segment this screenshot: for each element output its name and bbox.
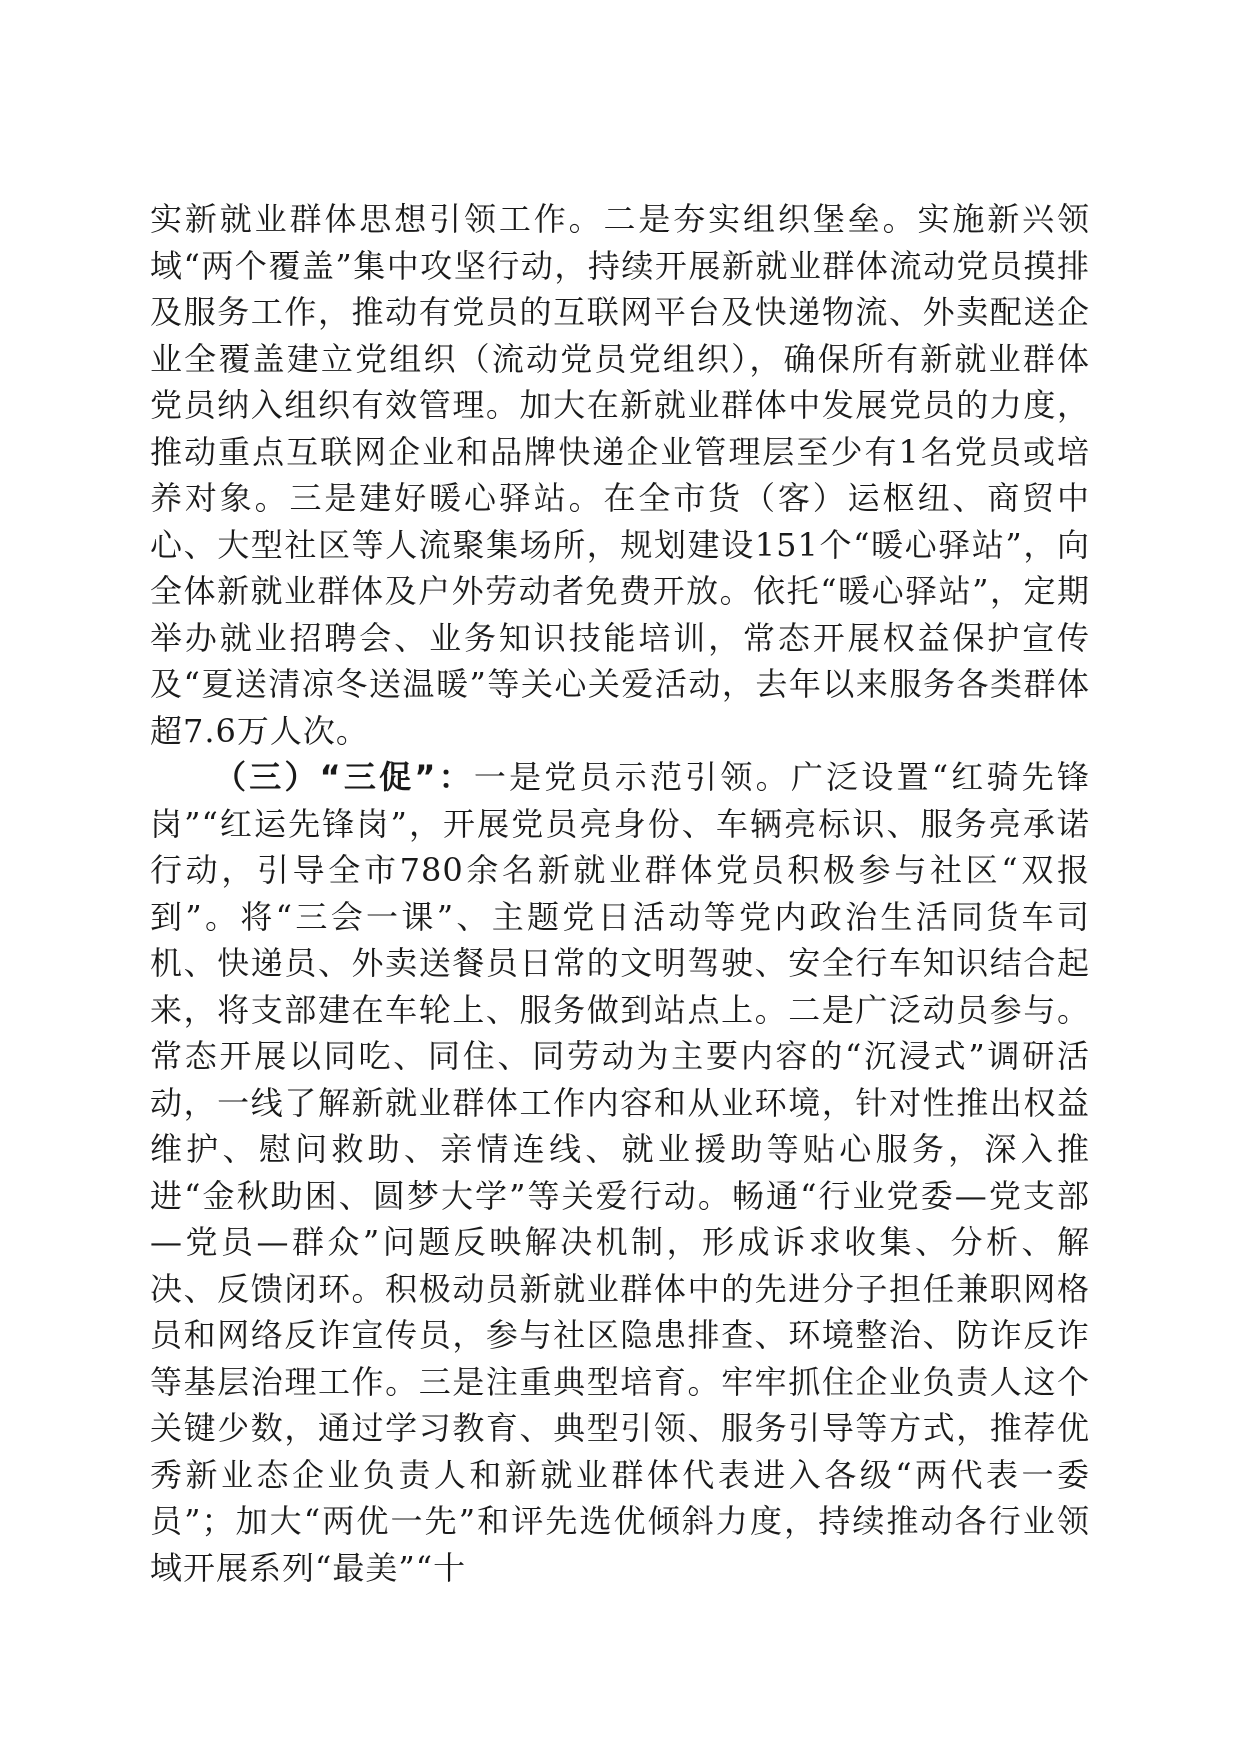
document-body (150, 196, 1090, 1591)
section-heading: （三）“三促”： (214, 758, 474, 796)
paragraph-three-promotions (150, 754, 1090, 1591)
paragraph-text: 一是党员示范引领。广泛设置“红骑先锋岗”“红运先锋岗”，开展党员亮身份、车辆亮标识、服务亮承诺行动，引导全市780余名新就业群体党员积极参与社区“双报到”。将“三会一课”、主题党日活动等党内政治生活同货车司机、快递员、外卖送餐员日常的文明驾驶、安全行车知识结合起来，将支部建在车轮上、服务做到站点上。二是广泛动员参与。常态开展以同吃、同住、同劳动为主要内容的“沉浸式”调研活动，一线了解新就业群体工作内容和从业环境，针对性推出权益维护、慰问救助、亲情连线、就业援助等贴心服务，深入推进“金秋助困、圆梦大学”等关爱行动。畅通“行业党委—党支部—党员—群众”问题反映解决机制，形成诉求收集、分析、解决、反馈闭环。积极动员新就业群体中的先进分子担任兼职网格员和网络反诈宣传员，参与社区隐患排查、环境整治、防诈反诈等基层治理工作。三是注重典型培育。牢牢抓住企业负责人这个关键少数，通过学习教育、典型引领、服务引导等方式，推荐优秀新业态企业负责人和新就业群体代表进入各级“两代表一委员”；加大“两优一先”和评先选优倾斜力度，持续推动各行业领域开展系列“最美”“十 (150, 758, 1090, 1587)
paragraph-text: 实新就业群体思想引领工作。二是夯实组织堡垒。实施新兴领域“两个覆盖”集中攻坚行动，持续开展新就业群体流动党员摸排及服务工作，推动有党员的互联网平台及快递物流、外卖配送企业全覆盖建立党组织（流动党员党组织），确保所有新就业群体党员纳入组织有效管理。加大在新就业群体中发展党员的力度，推动重点互联网企业和品牌快递企业管理层至少有1名党员或培养对象。三是建好暖心驿站。在全市货（客）运枢纽、商贸中心、大型社区等人流聚集场所，规划建设151个“暖心驿站”，向全体新就业群体及户外劳动者免费开放。依托“暖心驿站”，定期举办就业招聘会、业务知识技能培训，常态开展权益保护宣传及“夏送清凉冬送温暖”等关心关爱活动，去年以来服务各类群体超7.6万人次。 (150, 200, 1090, 750)
paragraph-organization-fortress (150, 196, 1090, 754)
